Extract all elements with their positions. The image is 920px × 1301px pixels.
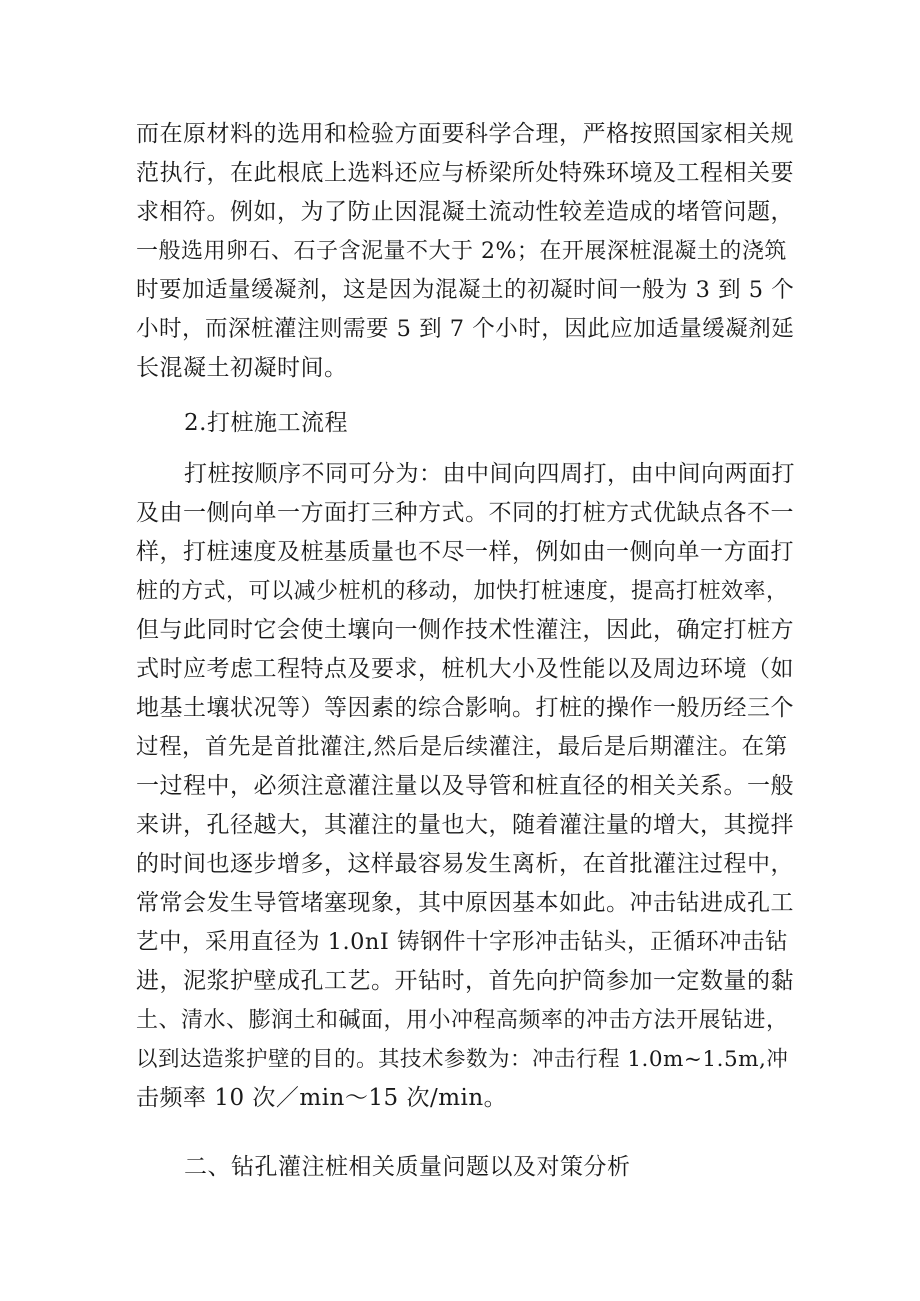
text-line: 一般选用卵石、石子含泥量不大于 2%；在开展深桩混凝土的浇筑 bbox=[136, 239, 787, 264]
text-line: 范执行，在此根底上选料还应与桥梁所处特殊环境及工程相关要 bbox=[136, 160, 794, 186]
text-line: 常常会发生导管堵塞现象，其中原因基本如此。冲击钻进成孔工 bbox=[136, 890, 794, 916]
text-line: 但与此同时它会使土壤向一侧作技术性灌注，因此，确定打桩方 bbox=[136, 617, 794, 643]
text-line: 一过程中，必须注意灌注量以及导管和桩直径的相关关系。一般 bbox=[136, 773, 794, 799]
text-line: 小时，而深桩灌注则需要 5 到 7 个小时，因此应加适量缓凝剂延 bbox=[136, 316, 795, 342]
text-line: 求相符。例如，为了防止因混凝土流动性较差造成的堵管问题， bbox=[136, 199, 794, 225]
text-line: 及由一侧向单一方面打三种方式。不同的打桩方式优缺点各不一 bbox=[136, 500, 794, 526]
paragraph-piling-process bbox=[136, 455, 796, 1118]
text-line: 地基土壤状况等）等因素的综合影响。打桩的操作一般历经三个 bbox=[136, 695, 794, 721]
text-line: 的时间也逐步增多，这样最容易发生离析，在首批灌注过程中， bbox=[136, 851, 794, 877]
paragraph-raw-materials bbox=[136, 115, 796, 388]
text-line: 土、清水、膨润土和碱面，用小冲程高频率的冲击方法开展钻进， bbox=[136, 1008, 789, 1033]
text-line: 艺中，采用直径为 1.0nI 铸钢件十字形冲击钻头，正循环冲击钻 bbox=[136, 929, 788, 955]
text-line: 样，打桩速度及桩基质量也不尽一样，例如由一侧向单一方面打 bbox=[136, 539, 794, 565]
heading-text: 二、钻孔灌注桩相关质量问题以及对策分析 bbox=[184, 1154, 631, 1180]
text-line: 来讲，孔径越大，其灌注的量也大，随着灌注量的增大，其搅拌 bbox=[136, 812, 794, 838]
text-line: 桩的方式，可以减少桩机的移动，加快打桩速度，提高打桩效率， bbox=[136, 579, 789, 604]
text-line: 进，泥浆护壁成孔工艺。开钻时，首先向护筒参加一定数量的黏 bbox=[136, 968, 794, 994]
section-heading-quality-issues bbox=[136, 1148, 796, 1187]
text-line: 而在原材料的选用和检验方面要科学合理，严格按照国家相关规 bbox=[136, 121, 794, 147]
text-line: 击频率 10 次／min～15 次/min。 bbox=[136, 1085, 508, 1111]
text-line: 时要加适量缓凝剂，这是因为混凝土的初凝时间一般为 3 到 5 个 bbox=[136, 277, 795, 303]
heading-text: 2.打桩施工流程 bbox=[184, 410, 348, 436]
text-line: 以到达造浆护壁的目的。其技术参数为：冲击行程 1.0m~1.5m,冲 bbox=[136, 1047, 789, 1072]
text-line: 式时应考虑工程特点及要求，桩机大小及性能以及周边环境（如 bbox=[136, 656, 794, 682]
text-line: 打桩按顺序不同可分为：由中间向四周打，由中间向两面打 bbox=[184, 461, 795, 487]
text-line: 长混凝土初凝时间。 bbox=[136, 355, 348, 381]
text-line: 过程，首先是首批灌注,然后是后续灌注，最后是后期灌注。在第 bbox=[136, 734, 788, 760]
section-heading-piling-process bbox=[136, 404, 796, 443]
